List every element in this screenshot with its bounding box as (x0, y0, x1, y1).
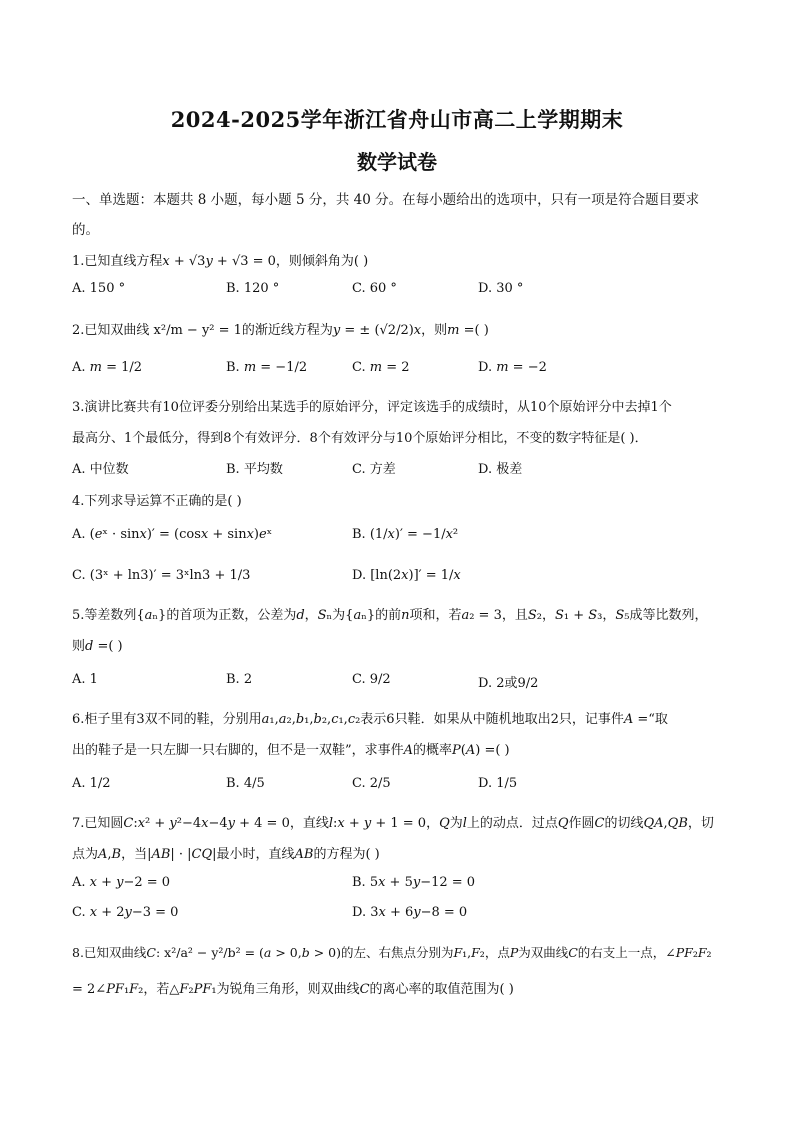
question-7-stem-cont: 点为𝐴,𝐵，当|𝐴𝐵| · |𝐶𝑄|最小时，直线𝐴𝐵的方程为( ) (72, 847, 380, 862)
question-3-option-b: B. 平均数 (226, 462, 283, 477)
question-3-option-c: C. 方差 (352, 462, 396, 477)
question-3-stem: 3.演讲比赛共有10位评委分别给出某选手的原始评分，评定该选手的成绩时，从10个原始评分中去掉1个 (72, 400, 672, 415)
question-5-option-c: C. 9/2 (352, 672, 391, 687)
question-6-option-a: A. 1/2 (72, 776, 111, 791)
question-1-option-a: A. 150 ° (72, 281, 126, 296)
question-5-option-a: A. 1 (72, 672, 98, 687)
question-3-option-a: A. 中位数 (72, 462, 129, 477)
question-5-stem-cont: 则𝑑 =( ) (72, 639, 123, 654)
question-8-stem-cont: = 2∠𝑃𝐹₁𝐹₂，若△𝐹₂𝑃𝐹₁为锐角三角形，则双曲线𝐶的离心率的取值范围为( ) (72, 982, 514, 997)
exam-title: 2024-2025学年浙江省舟山市高二上学期期末 (170, 107, 624, 132)
question-2-stem: 2.已知双曲线 x²/m − y² = 1的渐近线方程为𝑦 = ± (√2/2)𝑥，则𝑚 =( ) (72, 323, 489, 338)
question-7-option-b: B. 5𝑥 + 5𝑦−12 = 0 (352, 875, 476, 890)
question-2-option-a: A. 𝑚 = 1/2 (72, 360, 143, 375)
question-7-stem: 7.已知圆𝐶:𝑥² + 𝑦²−4𝑥−4𝑦 + 4 = 0，直线𝑙:𝑥 + 𝑦 + 1 = 0，𝑄为𝑙上的动点．过点𝑄作圆𝐶的切线𝑄𝐴,𝑄𝐵，切 (72, 816, 714, 831)
question-3-stem-cont: 最高分、1个最低分，得到8个有效评分．8个有效评分与10个原始评分相比，不变的数字特征是( )． (72, 431, 648, 446)
question-8-stem: 8.已知双曲线𝐶: x²/a² − y²/b² = (𝑎 > 0,𝑏 > 0)的左、右焦点分别为𝐹₁,𝐹₂，点𝑃为双曲线𝐶的右支上一点，∠𝑃𝐹₂𝐹₂ (72, 945, 712, 960)
question-4-option-b: B. (1/𝑥)′ = −1/𝑥² (352, 527, 459, 542)
question-6-stem-cont: 出的鞋子是一只左脚一只右脚的，但不是一双鞋”，求事件𝐴的概率𝑃(𝐴) =( ) (72, 743, 510, 758)
question-2-option-b: B. 𝑚 = −1/2 (226, 360, 308, 375)
question-1-stem: 1.已知直线方程𝑥 + √3𝑦 + √3 = 0，则倾斜角为( ) (72, 254, 369, 269)
question-5-stem: 5.等差数列{𝑎ₙ}的首项为正数，公差为𝑑，𝑆ₙ为{𝑎ₙ}的前𝑛项和，若𝑎₂ = 3，且𝑆₂，𝑆₁ + 𝑆₃，𝑆₅成等比数列， (72, 608, 708, 623)
question-4-stem: 4.下列求导运算不正确的是( ) (72, 494, 242, 509)
question-6-option-b: B. 4/5 (226, 776, 265, 791)
question-5-option-b: B. 2 (226, 672, 253, 687)
exam-subtitle: 数学试卷 (357, 150, 437, 174)
question-1-option-b: B. 120 ° (226, 281, 280, 296)
section-heading-cont: 的。 (72, 222, 99, 238)
question-1-option-d: D. 30 ° (478, 281, 524, 296)
question-2-option-d: D. 𝑚 = −2 (478, 360, 547, 375)
question-6-option-d: D. 1/5 (478, 776, 518, 791)
question-6-stem: 6.柜子里有3双不同的鞋，分别用𝑎₁,𝑎₂,𝑏₁,𝑏₂,𝑐₁,𝑐₂表示6只鞋．如果从中随机地取出2只，记事件𝐴 =“取 (72, 712, 668, 727)
question-6-option-c: C. 2/5 (352, 776, 391, 791)
question-7-option-c: C. 𝑥 + 2𝑦−3 = 0 (72, 905, 179, 920)
question-4-option-c: C. (3ˣ + ln3)′ = 3ˣln3 + 1/3 (72, 568, 251, 583)
question-4-option-a: A. (𝑒ˣ · sin𝑥)′ = (cos𝑥 + sin𝑥)𝑒ˣ (72, 527, 273, 542)
question-3-option-d: D. 极差 (478, 462, 523, 477)
question-7-option-a: A. 𝑥 + 𝑦−2 = 0 (72, 875, 171, 890)
question-5-option-d: D. 2或9/2 (478, 676, 539, 691)
question-2-option-c: C. 𝑚 = 2 (352, 360, 410, 375)
question-4-option-d: D. [ln(2𝑥)]′ = 1/𝑥 (352, 568, 461, 583)
section-heading: 一、单选题：本题共 8 小题，每小题 5 分，共 40 分。在每小题给出的选项中，只有一项是符合题目要求 (72, 192, 700, 208)
question-7-option-d: D. 3𝑥 + 6𝑦−8 = 0 (352, 905, 468, 920)
question-1-option-c: C. 60 ° (352, 281, 397, 296)
